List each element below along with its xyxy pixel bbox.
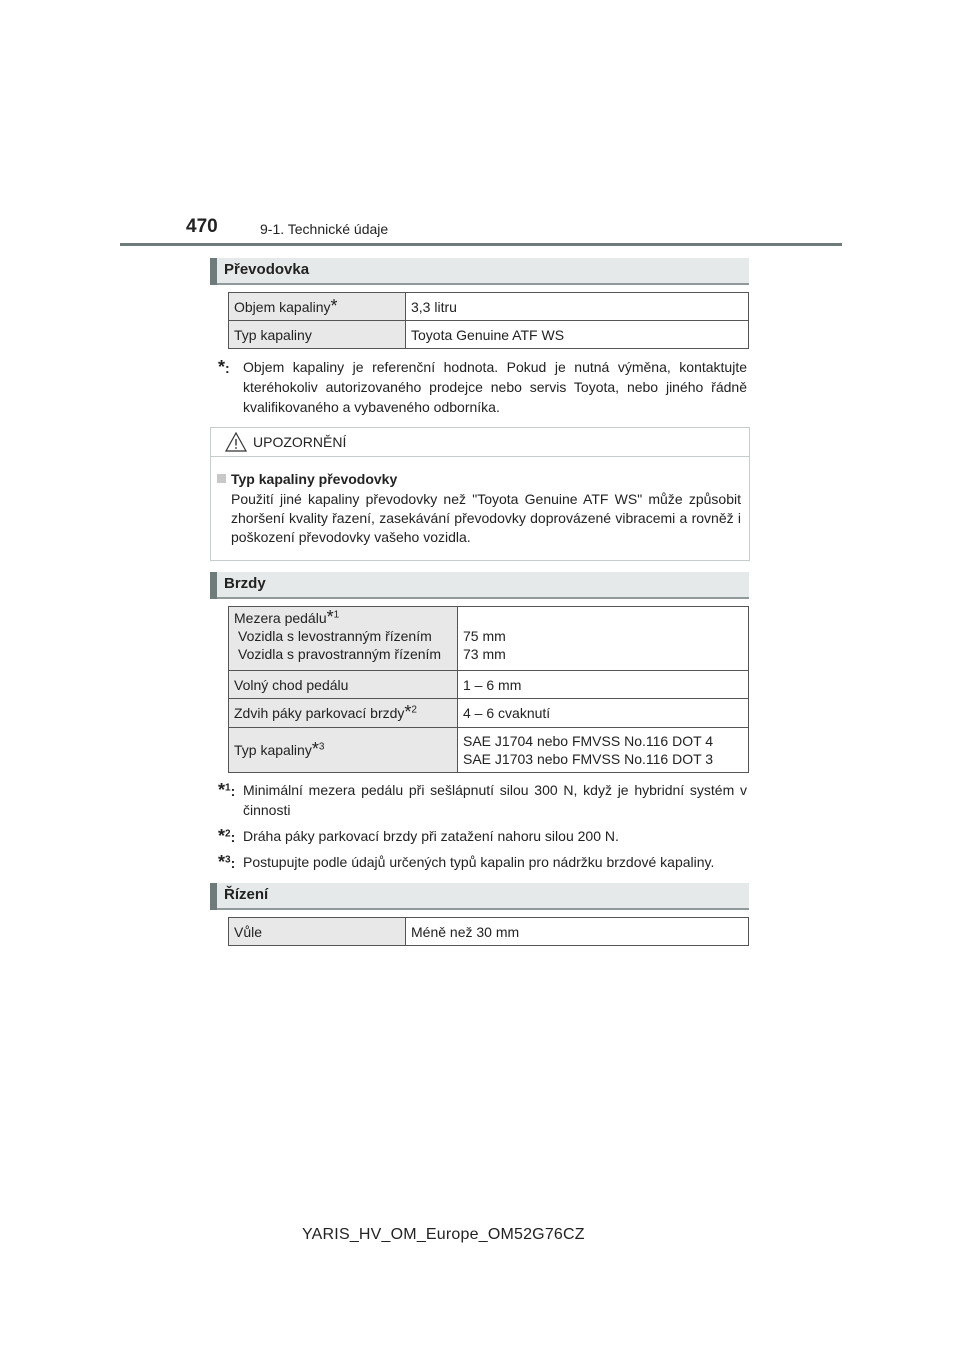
footnote-text: Objem kapaliny je referenční hodnota. Pokud je nutná výměna, kontaktujte kteréhokoliv autorizovaného prodejce nebo servis Toyota, nebo jiného řádně kvalifikovaného a vybaveného odborníka.	[243, 359, 747, 415]
section-heading-steering	[210, 883, 749, 910]
footnote	[218, 826, 747, 846]
square-bullet-icon	[217, 474, 226, 483]
caution-header	[211, 428, 749, 457]
table-key-cell: Volný chod pedálu	[229, 671, 458, 699]
caution-title: UPOZORNĚNÍ	[253, 434, 347, 450]
transmission-table	[228, 292, 749, 349]
page-number: 470	[186, 216, 218, 237]
table-row	[229, 321, 749, 349]
table-value-cell: 3,3 litru	[406, 293, 749, 321]
header-divider	[120, 243, 842, 246]
caution-subtitle: Typ kapaliny převodovky	[217, 471, 397, 487]
footnote	[218, 780, 747, 820]
table-value-cell: 1 – 6 mm	[458, 671, 749, 699]
footnote-text: Dráha páky parkovací brzdy při zatažení nahoru silou 200 N.	[243, 828, 619, 844]
footnote	[218, 852, 747, 872]
heading-bar	[210, 258, 217, 285]
table-key-cell: Zdvih páky parkovací brzdy*$^2$	[229, 699, 458, 728]
table-value-cell: Méně než 30 mm	[406, 918, 749, 946]
heading-bar	[210, 572, 217, 599]
footnote-marker: *$^3$:	[218, 852, 236, 872]
table-key-cell: Vůle	[229, 918, 406, 946]
caution-box	[210, 427, 750, 561]
table-row	[229, 728, 749, 773]
table-value-cell: SAE J1704 nebo FMVSS No.116 DOT 4 SAE J1703 nebo FMVSS No.116 DOT 3	[458, 728, 749, 773]
table-row	[229, 671, 749, 699]
section-title: 9-1. Technické údaje	[260, 221, 389, 237]
footnote-marker: *$^2$:	[218, 826, 236, 846]
table-key-cell: Mezera pedálu*$^1$ Vozidla s levostranným řízením Vozidla s pravostranným řízením	[229, 607, 458, 671]
heading-bar	[210, 883, 217, 910]
table-value-cell: 4 – 6 cvaknutí	[458, 699, 749, 728]
section-heading-transmission	[210, 258, 749, 285]
brakes-table	[228, 606, 749, 773]
warning-triangle-icon	[225, 432, 247, 452]
footnote-marker: *:	[218, 357, 230, 377]
table-row	[229, 699, 749, 728]
section-heading-brakes	[210, 572, 749, 599]
heading-label: Řízení	[224, 886, 269, 903]
footnote-marker: *$^1$:	[218, 780, 236, 800]
table-row	[229, 918, 749, 946]
table-value-cell: Toyota Genuine ATF WS	[406, 321, 749, 349]
table-key-cell: Typ kapaliny	[229, 321, 406, 349]
table-row	[229, 607, 749, 671]
heading-label: Převodovka	[224, 261, 310, 278]
document-code: YARIS_HV_OM_Europe_OM52G76CZ	[302, 1226, 585, 1243]
heading-label: Brzdy	[224, 575, 266, 592]
footnote	[218, 357, 747, 417]
table-key-cell: Typ kapaliny*$^3$	[229, 728, 458, 773]
caution-body: Použití jiné kapaliny převodovky než "Toyota Genuine ATF WS" může způsobit zhoršení kvality řazení, zasekávání převodovky doprovázené vibracemi a rovněž i poškození převodovky vašeho vozidla.	[231, 491, 741, 545]
table-row	[229, 293, 749, 321]
table-value-cell: 75 mm 73 mm	[458, 607, 749, 671]
footnote-text: Postupujte podle údajů určených typů kapalin pro nádržku brzdové kapaliny.	[243, 854, 715, 870]
footnote-text: Minimální mezera pedálu při sešlápnutí silou 300 N, když je hybridní systém v činnosti	[243, 782, 747, 818]
steering-table	[228, 917, 749, 946]
table-key-cell: Objem kapaliny*	[229, 293, 406, 321]
